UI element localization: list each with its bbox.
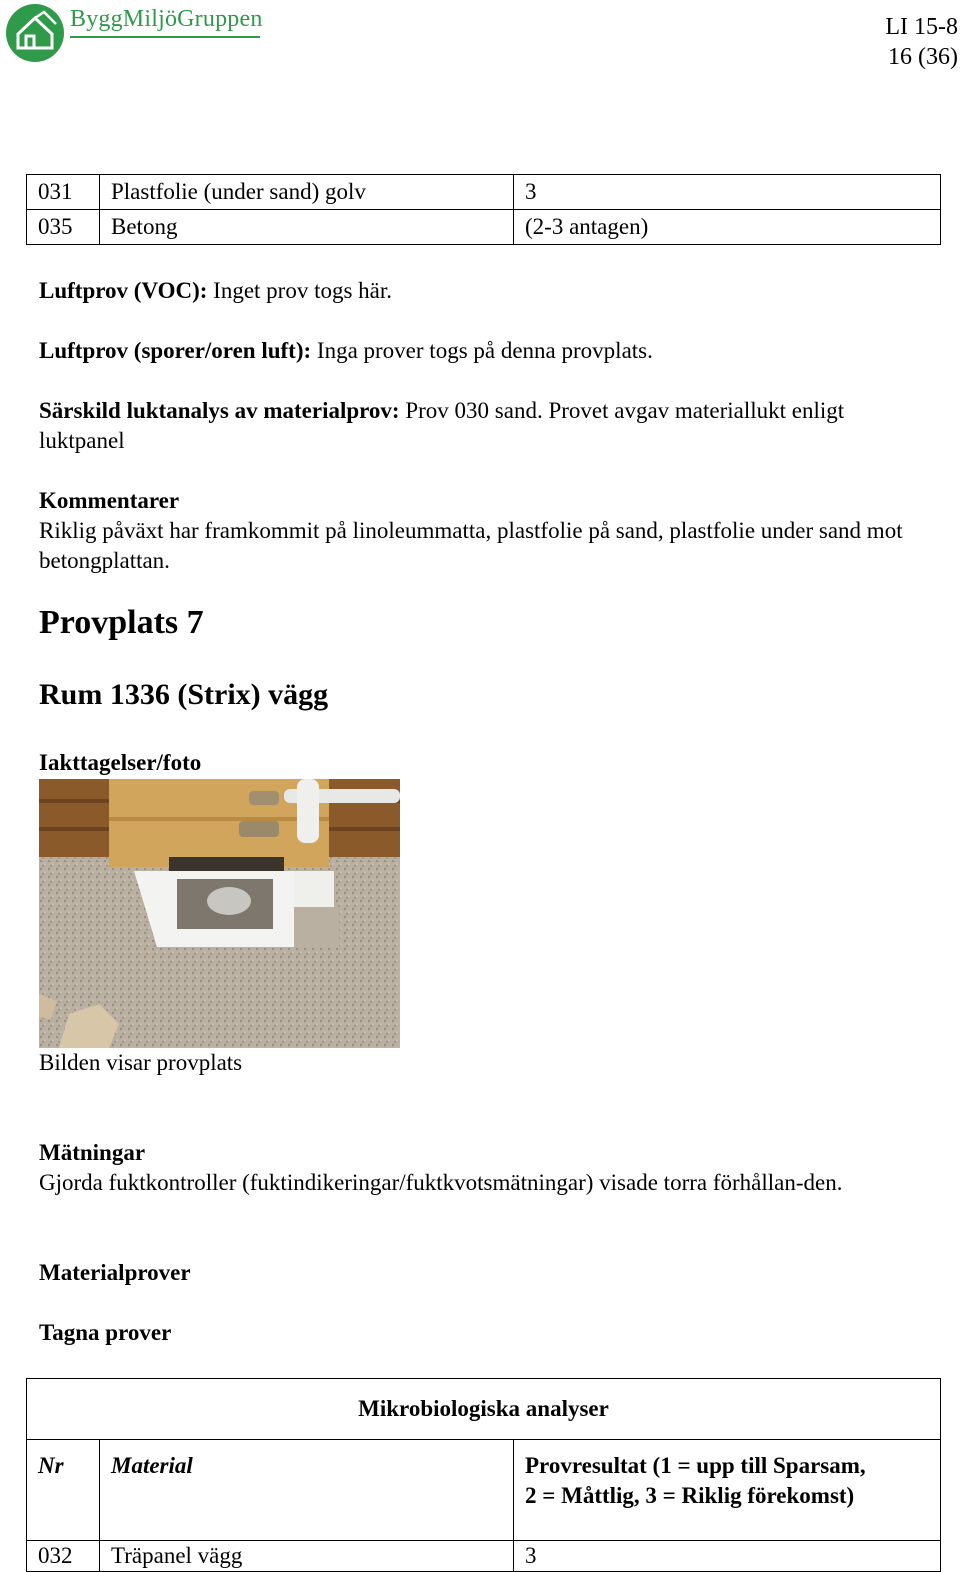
page-header-right: [885, 12, 958, 72]
comments-block: [39, 486, 919, 576]
microbiological-analysis-table: [26, 1378, 941, 1572]
header-result-line1: Provresultat (1 = upp till Sparsam,: [525, 1453, 866, 1478]
cell-nr: 035: [27, 210, 100, 245]
cell-result: 3: [514, 1541, 941, 1572]
air-spores-label: Luftprov (sporer/oren luft):: [39, 338, 312, 363]
cell-material: Betong: [100, 210, 514, 245]
observations-heading: [39, 748, 919, 778]
header-result: [514, 1440, 941, 1541]
material-samples-heading-text: Materialprover: [39, 1260, 191, 1285]
cell-result: 3: [514, 175, 941, 210]
table-row: [27, 175, 941, 210]
sample-results-table-top: [26, 174, 941, 245]
taken-samples-heading: [39, 1318, 919, 1348]
cell-result: (2-3 antagen): [514, 210, 941, 245]
odor-text: Prov 030 sand. Provet avgav materiallukt enligt luktpanel: [39, 398, 845, 453]
logo-underline: [70, 36, 260, 38]
observations-heading-text: Iakttagelser/foto: [39, 750, 202, 775]
section-title: Provplats 7: [39, 604, 204, 641]
room-title: Rum 1336 (Strix) vägg: [39, 678, 329, 711]
cell-material: Plastfolie (under sand) golv: [100, 175, 514, 210]
measurements-heading: Mätningar: [39, 1140, 146, 1165]
logo-text: ByggMiljöGruppen: [70, 6, 263, 32]
header-material: Material: [100, 1440, 514, 1541]
air-spores-paragraph: [39, 336, 919, 366]
comments-heading: Kommentarer: [39, 488, 180, 513]
cell-nr: 031: [27, 175, 100, 210]
measurements-text: Gjorda fuktkontroller (fuktindikeringar/fuktkvotsmätningar) visade torra förhållan-den.: [39, 1170, 843, 1195]
table-row: [27, 210, 941, 245]
logo-house-icon: [4, 2, 66, 64]
table-row: [27, 1541, 941, 1572]
sample-site-photo: [39, 779, 400, 1048]
header-result-line2: 2 = Måttlig, 3 = Riklig förekomst): [525, 1483, 855, 1508]
company-logo: [4, 2, 264, 64]
material-samples-heading: [39, 1258, 919, 1288]
cell-nr: 032: [27, 1541, 100, 1572]
cell-material: Träpanel vägg: [100, 1541, 514, 1572]
measurements-block: [39, 1138, 919, 1198]
air-spores-text: Inga prover togs på denna provplats.: [311, 338, 653, 363]
table-title: Mikrobiologiska analyser: [27, 1379, 941, 1440]
odor-label: Särskild luktanalys av materialprov:: [39, 398, 400, 423]
table-header-row: [27, 1440, 941, 1541]
air-voc-text: Inget prov togs här.: [207, 278, 393, 303]
page-number: 16 (36): [888, 44, 958, 70]
taken-samples-heading-text: Tagna prover: [39, 1320, 172, 1345]
comments-text: Riklig påväxt har framkommit på linoleummatta, plastfolie på sand, plastfolie under sand mot betongplattan.: [39, 518, 903, 573]
photo-caption: Bilden visar provplats: [39, 1050, 243, 1075]
air-voc-label: Luftprov (VOC):: [39, 278, 208, 303]
odor-analysis-paragraph: [39, 396, 919, 456]
document-id: LI 15-8: [885, 14, 958, 40]
air-voc-paragraph: [39, 276, 919, 306]
header-nr: Nr: [27, 1440, 100, 1541]
